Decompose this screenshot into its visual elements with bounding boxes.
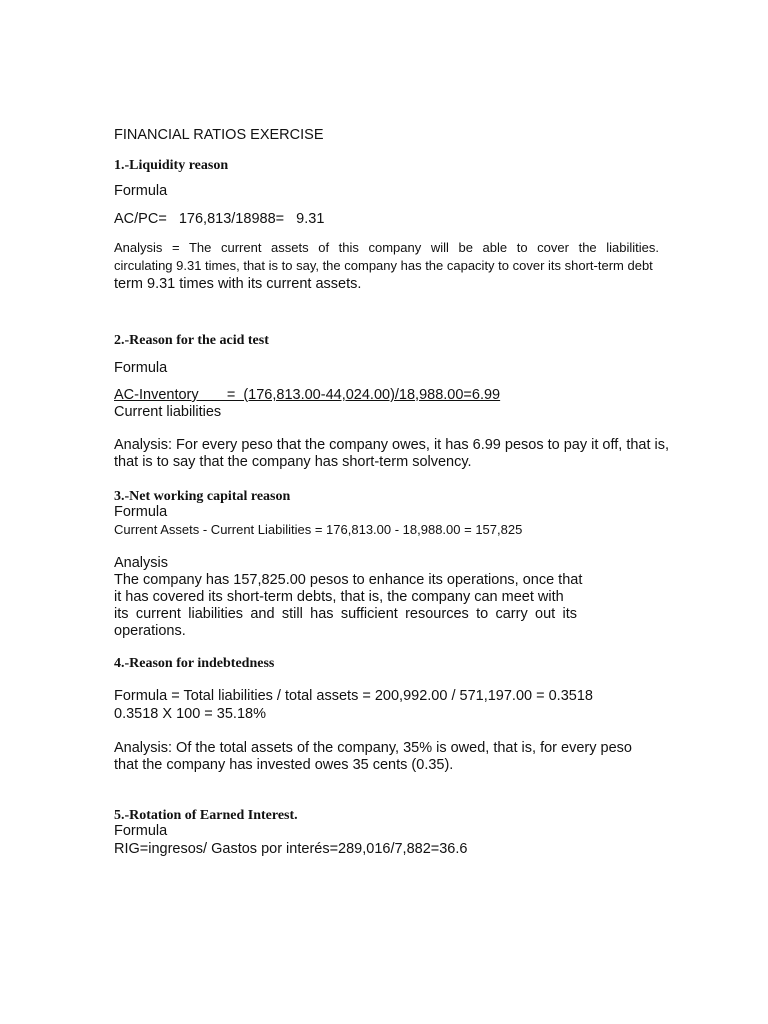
section-1-heading: 1.-Liquidity reason bbox=[114, 158, 229, 173]
section-3-formula-label: Formula bbox=[114, 504, 168, 520]
section-1-analysis-line-1: Analysis = The current assets of this company will be able to cover the liabilities. bbox=[114, 240, 659, 255]
section-5-formula: RIG=ingresos/ Gastos por interés=289,016/7,882=36.6 bbox=[114, 841, 468, 857]
page-title: FINANCIAL RATIOS EXERCISE bbox=[114, 127, 324, 143]
section-4-formula: Formula = Total liabilities / total assets = 200,992.00 / 571,197.00 = 0.3518 bbox=[114, 688, 593, 704]
section-1-analysis-line-2: circulating 9.31 times, that is to say, the company has the capacity to cover its short-term debt bbox=[114, 258, 653, 273]
section-2-analysis-line-1: Analysis: For every peso that the company owes, it has 6.99 pesos to pay it off, that is, bbox=[114, 437, 670, 453]
section-3-heading: 3.-Net working capital reason bbox=[114, 489, 291, 504]
section-3-analysis-label: Analysis bbox=[114, 555, 168, 571]
section-5-heading: 5.-Rotation of Earned Interest. bbox=[114, 808, 298, 823]
section-5-formula-label: Formula bbox=[114, 823, 168, 839]
section-4-analysis-line-2: that the company has invested owes 35 cents (0.35). bbox=[114, 757, 454, 773]
section-1-formula: AC/PC= 176,813/18988= 9.31 bbox=[114, 211, 325, 227]
section-2-heading: 2.-Reason for the acid test bbox=[114, 333, 269, 348]
section-3-analysis-line-1: The company has 157,825.00 pesos to enhance its operations, once that bbox=[114, 572, 583, 588]
section-3-analysis-line-2: it has covered its short-term debts, that is, the company can meet with bbox=[114, 589, 564, 605]
section-3-formula: Current Assets - Current Liabilities = 176,813.00 - 18,988.00 = 157,825 bbox=[114, 522, 523, 537]
section-2-formula-numerator: AC-Inventory = (176,813.00-44,024.00)/18,988.00=6.99 bbox=[114, 387, 501, 403]
section-4-heading: 4.-Reason for indebtedness bbox=[114, 656, 275, 671]
section-1-formula-label: Formula bbox=[114, 183, 168, 199]
section-4-formula-percent: 0.3518 X 100 = 35.18% bbox=[114, 706, 266, 722]
section-2-formula-label: Formula bbox=[114, 360, 168, 376]
section-3-analysis-line-3: its current liabilities and still has sufficient resources to carry out its bbox=[114, 606, 577, 622]
section-2-analysis-line-2: that is to say that the company has short-term solvency. bbox=[114, 454, 472, 470]
section-4-analysis-line-1: Analysis: Of the total assets of the company, 35% is owed, that is, for every peso bbox=[114, 740, 632, 756]
section-1-analysis-line-3: term 9.31 times with its current assets. bbox=[114, 276, 362, 292]
section-2-formula-denominator: Current liabilities bbox=[114, 404, 222, 420]
section-3-analysis-line-4: operations. bbox=[114, 623, 186, 639]
